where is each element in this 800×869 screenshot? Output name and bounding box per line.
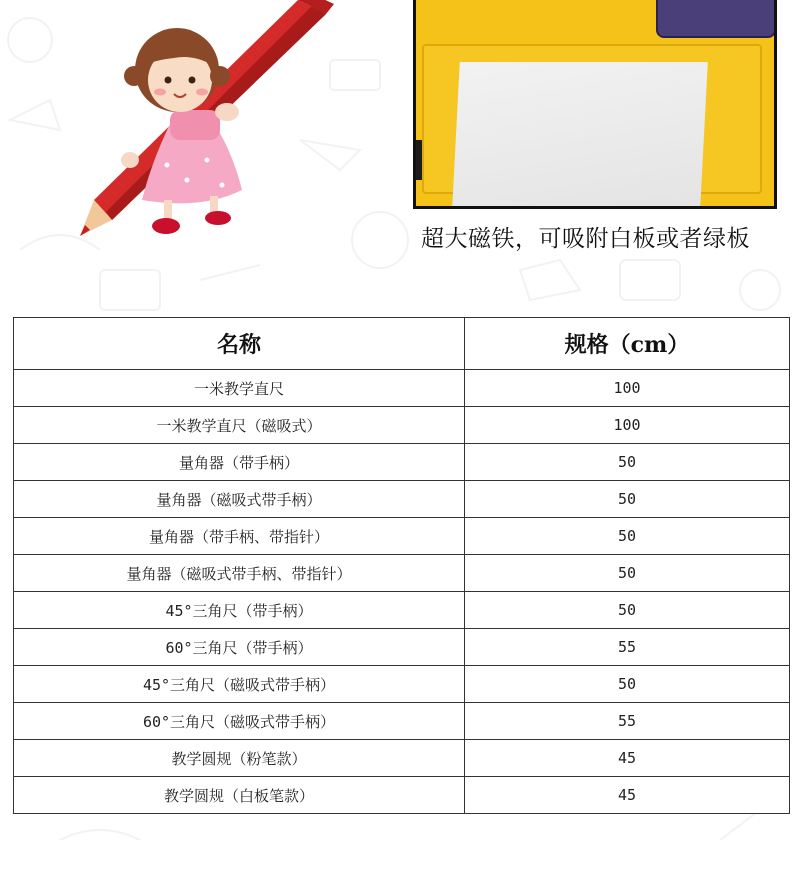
row-name: 量角器（带手柄、带指针） [14, 518, 465, 555]
row-size: 45 [465, 740, 790, 777]
table-row [14, 518, 790, 555]
row-name: 45°三角尺（带手柄） [14, 592, 465, 629]
table-row [14, 777, 790, 814]
row-size: 55 [465, 703, 790, 740]
row-name: 教学圆规（粉笔款） [14, 740, 465, 777]
table-header-row [14, 318, 790, 370]
row-name: 量角器（磁吸式带手柄、带指针） [14, 555, 465, 592]
magnet-icon [656, 0, 776, 38]
row-size: 100 [465, 370, 790, 407]
row-name: 教学圆规（白板笔款） [14, 777, 465, 814]
table-row [14, 555, 790, 592]
row-name: 一米教学直尺（磁吸式） [14, 407, 465, 444]
product-caption: 超大磁铁，可吸附白板或者绿板 [421, 226, 750, 252]
row-name: 45°三角尺（磁吸式带手柄） [14, 666, 465, 703]
table-row [14, 703, 790, 740]
girl-with-pencil-illustration [72, 0, 342, 250]
row-name: 量角器（磁吸式带手柄） [14, 481, 465, 518]
row-size: 50 [465, 444, 790, 481]
product-photo [413, 0, 777, 209]
row-size: 50 [465, 666, 790, 703]
row-name: 60°三角尺（磁吸式带手柄） [14, 703, 465, 740]
header-name: 名称 [14, 318, 465, 370]
table-row [14, 370, 790, 407]
row-name: 60°三角尺（带手柄） [14, 629, 465, 666]
row-size: 100 [465, 407, 790, 444]
header-size: 规格（cm） [465, 318, 790, 370]
row-size: 50 [465, 555, 790, 592]
table-row [14, 666, 790, 703]
row-name: 一米教学直尺 [14, 370, 465, 407]
table-row [14, 592, 790, 629]
row-size: 50 [465, 518, 790, 555]
table-row [14, 740, 790, 777]
frame-edge [416, 140, 422, 180]
table-row [14, 444, 790, 481]
table-row [14, 407, 790, 444]
spec-table [13, 317, 790, 814]
row-size: 50 [465, 481, 790, 518]
row-size: 55 [465, 629, 790, 666]
table-row [14, 629, 790, 666]
row-size: 45 [465, 777, 790, 814]
white-paper [452, 62, 708, 208]
table-row [14, 481, 790, 518]
row-size: 50 [465, 592, 790, 629]
row-name: 量角器（带手柄） [14, 444, 465, 481]
